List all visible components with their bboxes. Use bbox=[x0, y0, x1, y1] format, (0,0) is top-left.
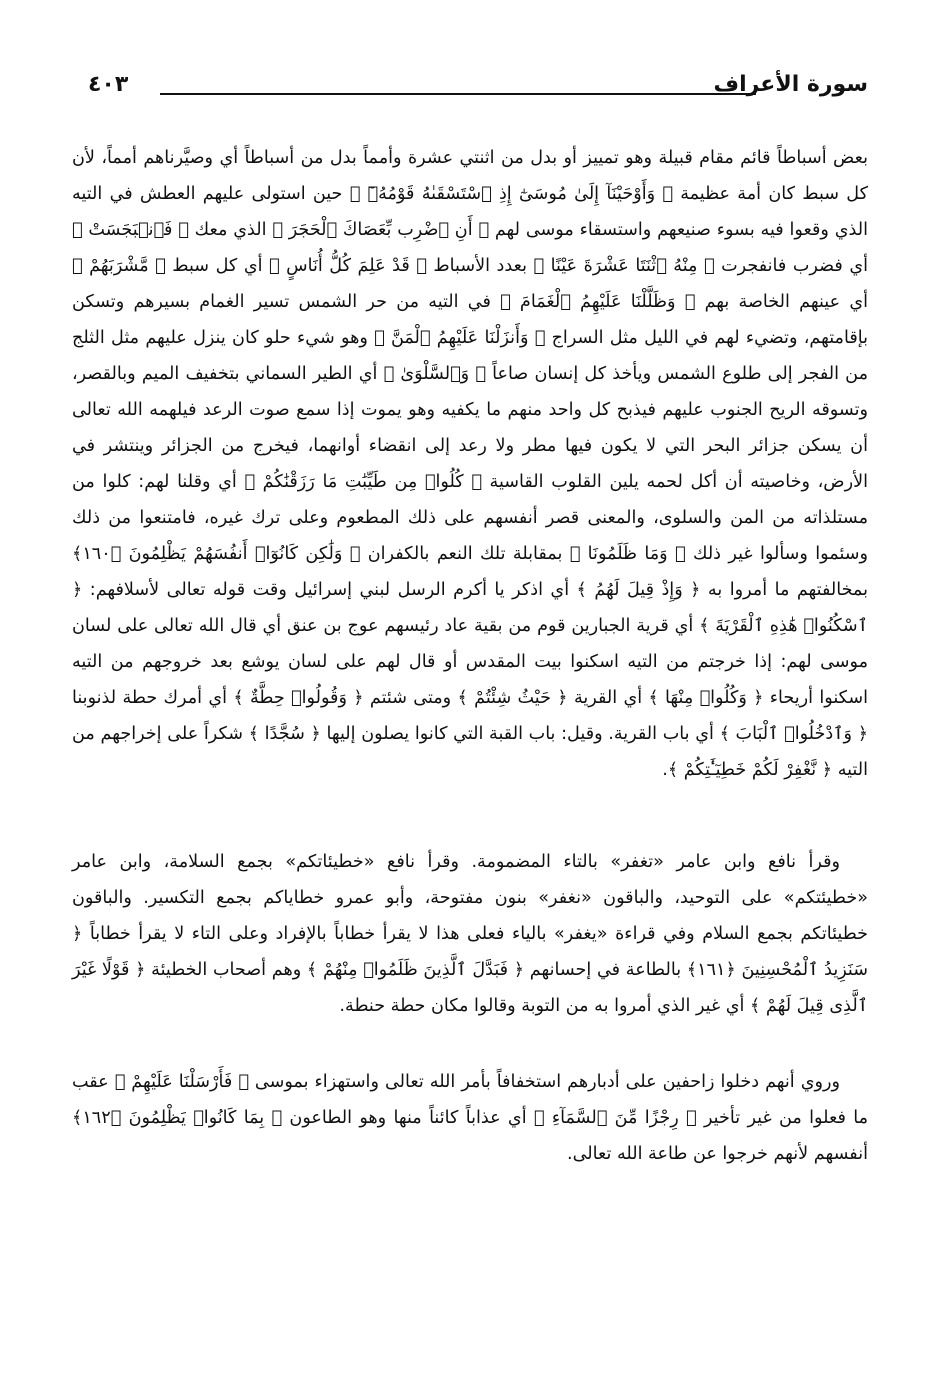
surah-title: سورة الأعراف bbox=[713, 72, 868, 97]
body-text bbox=[72, 140, 868, 1172]
paragraph-qiraat: وقرأ نافع وابن عامر «تغفر» بالتاء المضمومة. وقرأ نافع «خطيئاتكم» بجمع السلامة، وابن عامر «خطيئتكم» على التوحيد، والباقون «نغفر» بنون مفتوحة، وأبو عمرو خطاياكم بجمع التكسير. والباقون خطيئاتكم بجمع السلام وفي قراءة «يغفر» بالياء فعلى هذا لا يقرأ خطاباً بالإفراد وعلى التاء لا يقرأ خطاباً ﴿ سَنَزِيدُ ٱلْمُحْسِنِينَ ﴿١٦١﴾ بالطاعة في إحسانهم ﴿ فَبَدَّلَ ٱلَّذِينَ ظَلَمُوا۟ مِنْهُمْ ﴾ وهم أصحاب الخطيئة ﴿ قَوْلًا غَيْرَ ٱلَّذِى قِيلَ لَهُمْ ﴾ أي غير الذي أمروا به من التوبة وقالوا مكان حطة حنطة. bbox=[72, 852, 868, 1016]
page-number: ٤٠٣ bbox=[88, 72, 129, 97]
paragraph-gap bbox=[72, 788, 868, 844]
page-header bbox=[88, 60, 868, 110]
paragraph-narration: وروي أنهم دخلوا زاحفين على أدبارهم استخفافاً بأمر الله تعالى واستهزاء بموسى ﴿ فَأَرْسَلْنَا عَلَيْهِمْ ﴾ عقب ما فعلوا من غير تأخير ﴿ رِجْزًا مِّنَ ٱلسَّمَآءِ ﴾ أي عذاباً كائناً منها وهو الطاعون ﴿ بِمَا كَانُوا۟ يَظْلِمُونَ ﴿١٦٢﴾ أنفسهم لأنهم خرجوا عن طاعة الله تعالى. bbox=[72, 1072, 868, 1164]
paragraph-gap bbox=[72, 1024, 868, 1064]
paragraph-tafsir-main: بعض أسباطاً قائم مقام قبيلة وهو تمييز أو بدل من اثنتي عشرة وأمماً بدل من أسباطاً أي وصيَّرناهم أمماً، لأن كل سبط كان أمة عظيمة ﴿ وَأَوْحَيْنَآ إِلَىٰ مُوسَىٰٓ إِذِ ٱسْتَسْقَىٰهُ قَوْمُهُۥٓ ﴾ حين استولى عليهم العطش في التيه الذي وقعوا فيه بسوء صنيعهم واستسقاء موسى لهم ﴿ أَنِ ٱضْرِب بِّعَصَاكَ ٱلْحَجَرَ ﴾ الذي معك ﴿ فَٱنۢبَجَسَتْ ﴾ أي فضرب فانفجرت ﴿ مِنْهُ ٱثْنَتَا عَشْرَةَ عَيْنًا ﴾ بعدد الأسباط ﴿ قَدْ عَلِمَ كُلُّ أُنَاسٍ ﴾ أي كل سبط ﴿ مَّشْرَبَهُمْ ﴾ أي عينهم الخاصة بهم ﴿ وَظَلَّلْنَا عَلَيْهِمُ ٱلْغَمَامَ ﴾ في التيه من حر الشمس تسير الغمام بسيرهم وتسكن بإقامتهم، وتضيء لهم في الليل مثل السراج ﴿ وَأَنزَلْنَا عَلَيْهِمُ ٱلْمَنَّ ﴾ وهو شيء حلو كان ينزل عليهم مثل الثلج من الفجر إلى طلوع الشمس ويأخذ كل إنسان صاعاً ﴿ وَٱلسَّلْوَىٰ ﴾ أي الطير السماني بتخفيف الميم وبالقصر، وتسوقه الريح الجنوب عليهم فيذبح كل واحد منهم ما يكفيه وهو يموت إذا سمع صوت الرعد فيلهمه الله تعالى أن يسكن جزائر البحر التي لا يكون فيها مطر ولا رعد إلى انقضاء أوانهما، فيخرج من الجزائر وينتشر في الأرض، وخاصيته أن أكل لحمه يلين القلوب القاسية ﴿ كُلُوا۟ مِن طَيِّبَٰتِ مَا رَزَقْنَٰكُمْ ﴾ أي وقلنا لهم: كلوا من مستلذاته من المن والسلوى، والمعنى قصر أنفسهم على ذلك المطعوم وعلى ترك غيره، فامتنعوا من ذلك وسئموا وسألوا غير ذلك ﴿ وَمَا ظَلَمُونَا ﴾ بمقابلة تلك النعم بالكفران ﴿ وَلَٰكِن كَانُوٓا۟ أَنفُسَهُمْ يَظْلِمُونَ ﴿١٦٠﴾ بمخالفتهم ما أمروا به ﴿ وَإِذْ قِيلَ لَهُمُ ﴾ أي اذكر يا أكرم الرسل لبني إسرائيل وقت قوله تعالى لأسلافهم: ﴿ ٱسْكُنُوا۟ هَٰذِهِ ٱلْقَرْيَةَ ﴾ أي قرية الجبارين قوم من بقية عاد رئيسهم عوج بن عنق أي قال الله تعالى على لسان موسى لهم: إذا خرجتم من التيه اسكنوا بيت المقدس أو قال لهم على لسان يوشع بعد خروجهم من التيه اسكنوا أريحاء ﴿ وَكُلُوا۟ مِنْهَا ﴾ أي القرية ﴿ حَيْثُ شِئْتُمْ ﴾ ومتى شئتم ﴿ وَقُولُوا۟ حِطَّةٌ ﴾ أي أمرك حطة لذنوبنا ﴿ وَٱدْخُلُوا۟ ٱلْبَابَ ﴾ أي باب القرية. وقيل: باب القبة التي كانوا يصلون إليها ﴿ سُجَّدًا ﴾ شكراً على إخراجهم من التيه ﴿ نَّغْفِرْ لَكُمْ خَطِيٓـَٰٔتِكُمْ ﴾. bbox=[72, 148, 868, 780]
header-rule bbox=[160, 93, 756, 95]
